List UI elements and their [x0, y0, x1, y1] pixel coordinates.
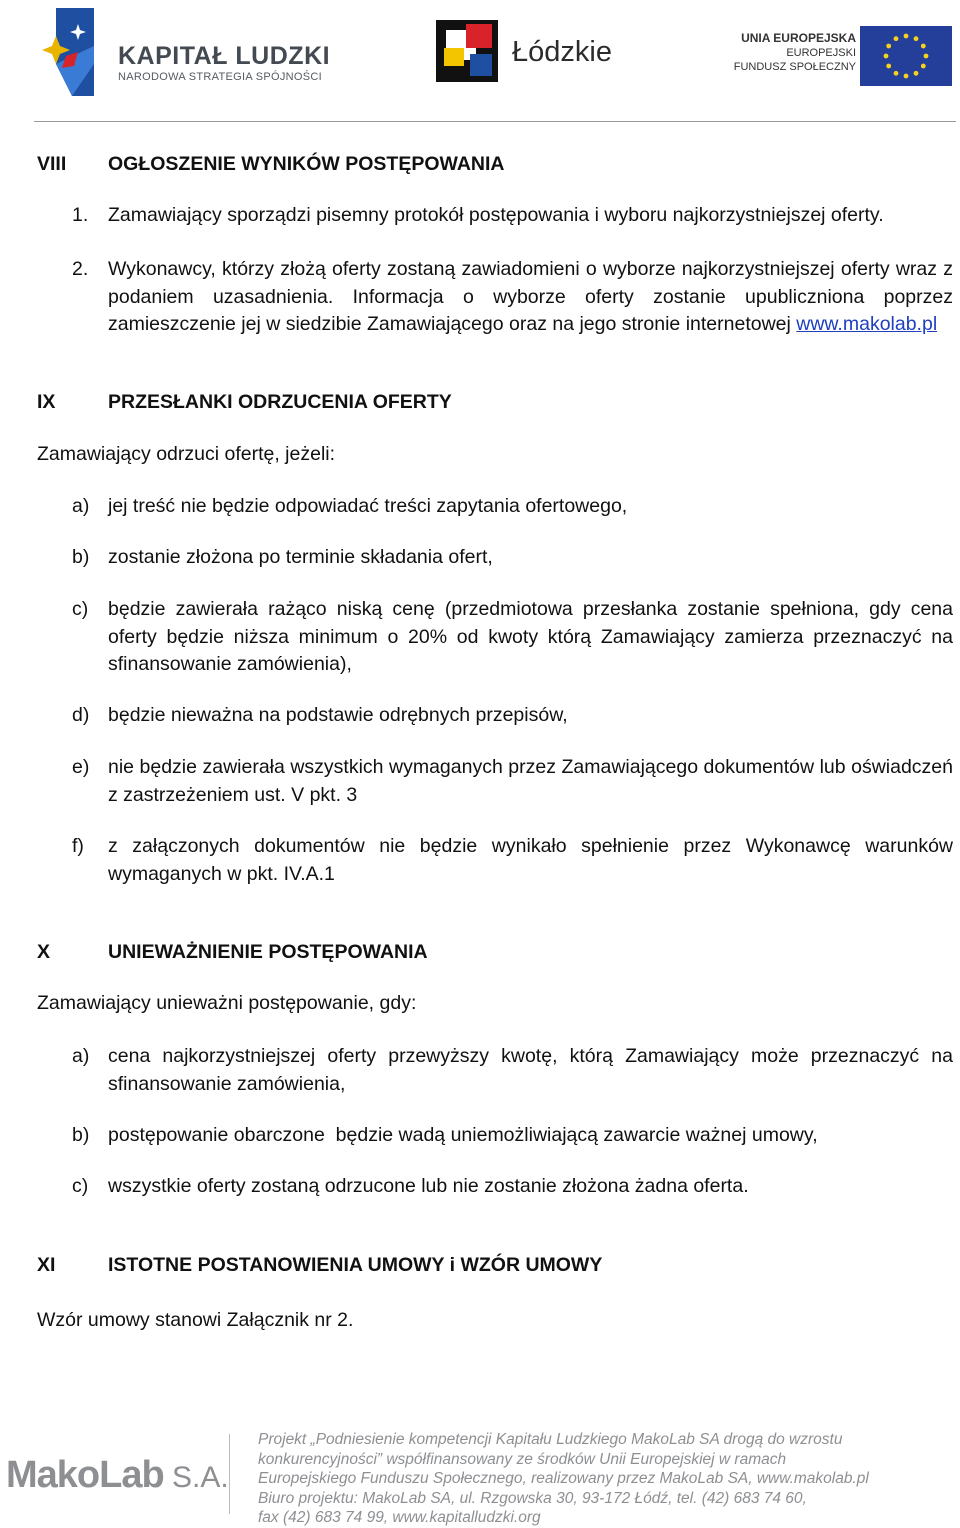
makolab-website-link[interactable]: www.makolab.pl	[796, 313, 938, 335]
kapital-ludzki-title: KAPITAŁ LUDZKI	[118, 42, 331, 70]
section-x-intro: Zamawiający unieważni postępowanie, gdy:	[37, 992, 417, 1014]
section-viii-item-1-text: Zamawiający sporządzi pisemny protokół postępowania i wyboru najkorzystniejszej oferty.	[108, 204, 884, 226]
section-ix-item-d-text: będzie nieważna na podstawie odrębnych przepisów,	[108, 704, 568, 726]
footer-line: Europejskiego Funduszu Społecznego, realizowany przez MakoLab SA, www.makolab.pl	[258, 1470, 869, 1487]
section-xi-text: Wzór umowy stanowi Załącznik nr 2.	[37, 1309, 354, 1331]
section-viii-item-2-text: Wykonawcy, którzy złożą oferty zostaną zawiadomieni o wyborze najkorzystniejszej oferty wraz z podaniem uzasadnienia. Informacja o wyborze oferty zostanie upubliczniona poprzez zamieszczenie jej w siedzibie Zamawiającego oraz na jego stronie internetowej	[108, 258, 953, 335]
section-ix-item-c-text: będzie zawierała rażąco niską cenę (przedmiotowa przesłanka zostanie spełniona, gdy cena oferty będzie niższa minimum o 20% od kwoty którą Zamawiający zamierza przeznaczyć na sfinansowanie zamówienia),	[108, 598, 953, 675]
section-viii-item-2-number: 2.	[72, 258, 89, 280]
section-x-number: X	[37, 941, 51, 963]
section-ix-item-c-mark: c)	[72, 598, 89, 620]
footer-line: fax (42) 683 74 99, www.kapitalludzki.org	[258, 1509, 541, 1526]
eu-logo-line-3: FUNDUSZ SPOŁECZNY	[733, 61, 856, 73]
makolab-logo-name: MakoLab	[6, 1454, 164, 1496]
section-x-title: UNIEWAŻNIENIE POSTĘPOWANIA	[108, 941, 428, 963]
section-xi-number: XI	[37, 1254, 56, 1276]
section-x-item-b-text: postępowanie obarczone będzie wadą uniemożliwiającą zawarcie ważnej umowy,	[108, 1124, 818, 1146]
makolab-logo-suffix: S.A.	[163, 1461, 229, 1494]
section-ix-title: PRZESŁANKI ODRZUCENIA OFERTY	[108, 391, 452, 413]
section-viii-item-2	[108, 256, 953, 339]
footer-divider	[229, 1434, 230, 1514]
eu-flag-icon	[860, 26, 952, 86]
footer-line: Biuro projektu: MakoLab SA, ul. Rzgowska 30, 93-172 Łódź, tel. (42) 683 74 60,	[258, 1489, 807, 1507]
footer-line: konkurencyjności” współfinansowany ze środków Unii Europejskiej w ramach	[258, 1450, 787, 1468]
footer-line: Projekt „Podniesienie kompetencji Kapitału Ludzkiego MakoLab SA drogą do wzrostu	[258, 1431, 843, 1448]
lodzkie-emblem-icon	[436, 20, 498, 82]
eu-logo-line-1: UNIA EUROPEJSKA	[741, 31, 856, 45]
section-ix-item-e-text: nie będzie zawierała wszystkich wymaganych przez Zamawiającego dokumentów lub oświadczeń z zastrzeżeniem ust. V pkt. 3	[108, 756, 953, 806]
lodzkie-logo	[436, 20, 636, 84]
eu-logo-line-2: EUROPEJSKI	[786, 47, 856, 59]
footer-project-info	[258, 1430, 958, 1528]
section-x-item-c-mark: c)	[72, 1175, 89, 1197]
section-ix-item-d-mark: d)	[72, 704, 90, 726]
header-divider	[34, 121, 956, 122]
lodzkie-name: Łódzkie	[512, 36, 612, 68]
section-ix-item-b-mark: b)	[72, 546, 90, 568]
section-ix-item-b-text: zostanie złożona po terminie składania ofert,	[108, 546, 493, 568]
section-ix-item-f-mark: f)	[72, 835, 84, 857]
section-ix-item-a-text: jej treść nie będzie odpowiadać treści zapytania ofertowego,	[108, 495, 628, 517]
section-xi-title: ISTOTNE POSTANOWIENIA UMOWY i WZÓR UMOWY	[108, 1254, 603, 1276]
kapital-ludzki-logo	[36, 6, 336, 98]
eu-logo	[724, 26, 956, 86]
section-viii-number: VIII	[37, 153, 67, 175]
page-header	[0, 0, 960, 122]
makolab-logo	[6, 1454, 229, 1497]
section-ix-intro: Zamawiający odrzuci ofertę, jeżeli:	[37, 443, 336, 465]
kapital-ludzki-subtitle: NARODOWA STRATEGIA SPÓJNOŚCI	[118, 71, 322, 83]
section-ix-item-f-text: z załączonych dokumentów nie będzie wynikało spełnienie przez Wykonawcę warunków wymaganych w pkt. IV.A.1	[108, 835, 953, 885]
kapital-ludzki-emblem-icon	[36, 6, 110, 98]
section-viii-title: OGŁOSZENIE WYNIKÓW POSTĘPOWANIA	[108, 153, 505, 175]
section-ix-item-a-mark: a)	[72, 495, 90, 517]
section-x-item-a-text: cena najkorzystniejszej oferty przewyższy kwotę, którą Zamawiający może przeznaczyć na sfinansowanie zamówienia,	[108, 1045, 953, 1095]
section-ix-number: IX	[37, 391, 56, 413]
section-x-item-c-text: wszystkie oferty zostaną odrzucone lub nie zostanie złożona żadna oferta.	[108, 1175, 749, 1197]
section-ix-item-e-mark: e)	[72, 756, 90, 778]
section-x-item-b-mark: b)	[72, 1124, 90, 1146]
section-x-item-a-mark: a)	[72, 1045, 90, 1067]
section-viii-item-1-number: 1.	[72, 204, 89, 226]
